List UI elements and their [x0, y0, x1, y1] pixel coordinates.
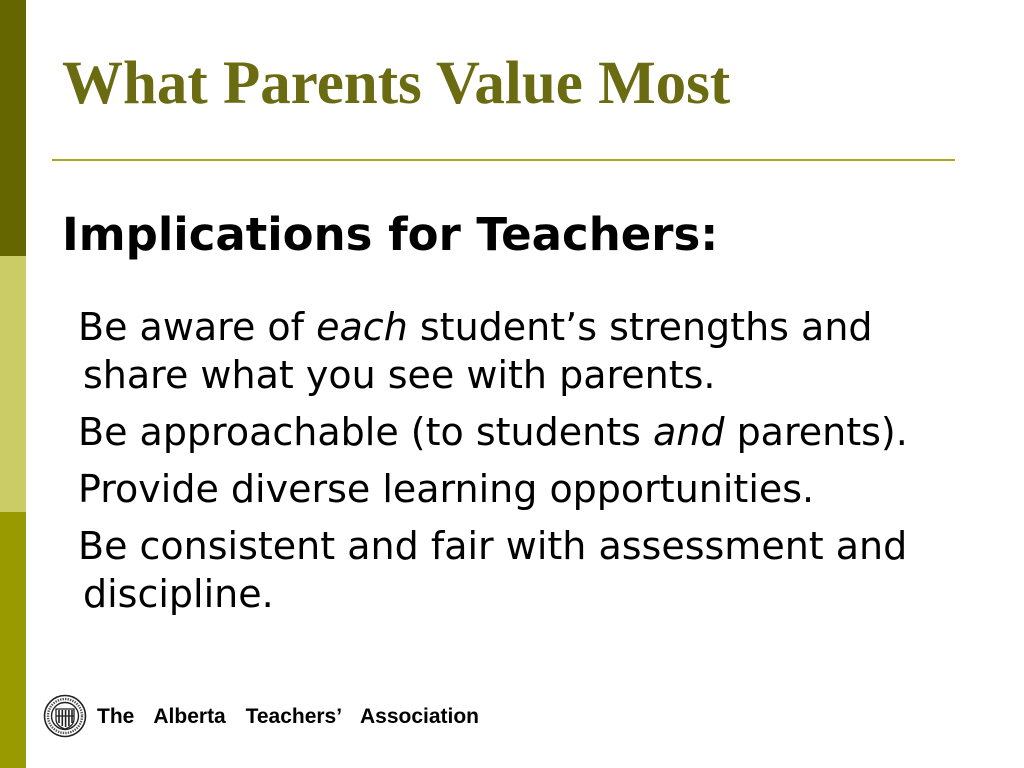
- organization-name: The Alberta Teachers’ Association: [97, 705, 479, 728]
- bullet-line: [78, 465, 908, 513]
- bullet-text: share what you see with parents.: [83, 353, 716, 397]
- bullet-item: [78, 465, 908, 513]
- bullet-line: [78, 408, 908, 456]
- bullet-emphasis: and: [652, 410, 725, 454]
- bullet-line: [78, 522, 908, 570]
- bullet-item: [78, 408, 908, 456]
- side-bar-segment-top: [0, 0, 26, 256]
- slide-title: What Parents Value Most: [62, 50, 731, 117]
- bullet-text: Be approachable (to students: [78, 410, 653, 454]
- bullet-text: Be consistent and fair with assessment and: [78, 524, 908, 568]
- bullet-line-continuation: [78, 351, 908, 399]
- side-bar-segment-bottom: [0, 512, 26, 768]
- bullet-text: Provide diverse learning opportunities.: [78, 467, 815, 511]
- bullet-line: [78, 303, 908, 351]
- side-bar-segment-middle: [0, 256, 26, 512]
- bullet-item: [78, 522, 908, 618]
- bullet-text: student’s strengths and: [407, 305, 873, 349]
- slide-subtitle: Implications for Teachers:: [62, 208, 719, 261]
- bullet-text: parents).: [724, 410, 908, 454]
- title-divider: [52, 159, 955, 161]
- bullet-item: [78, 303, 908, 399]
- side-accent-bar: [0, 0, 26, 768]
- association-seal-icon: [43, 694, 87, 738]
- bullet-line-continuation: [78, 570, 908, 618]
- bullet-text: discipline.: [83, 572, 274, 616]
- bullet-text: Be aware of: [78, 305, 317, 349]
- bullet-emphasis: each: [316, 305, 408, 349]
- bullet-list: [78, 303, 908, 618]
- footer-logo: [43, 694, 513, 738]
